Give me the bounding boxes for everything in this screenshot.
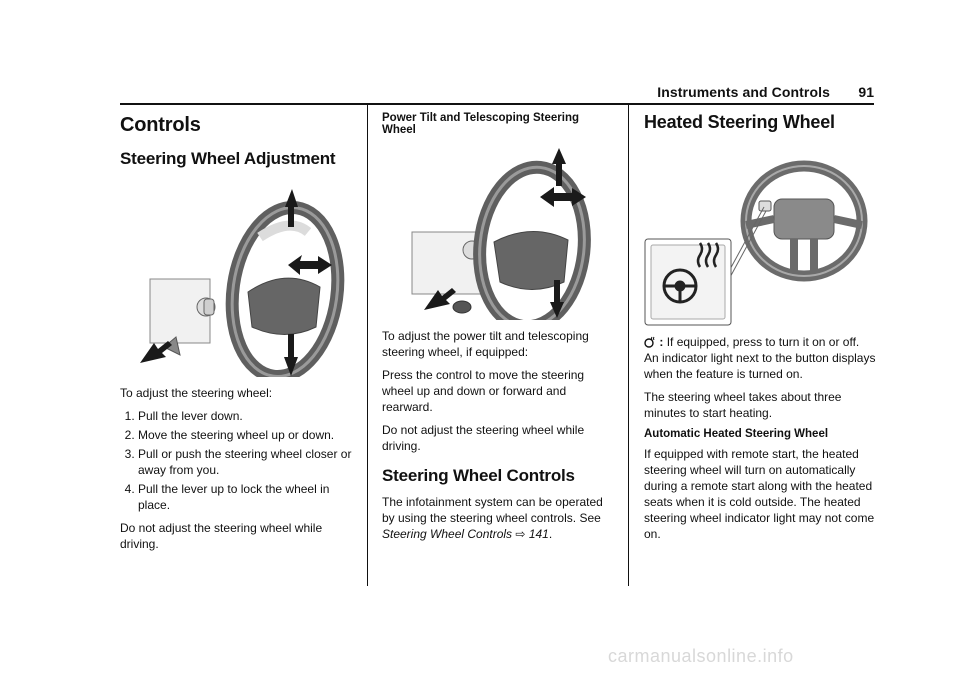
section-title: Controls <box>120 114 201 136</box>
power-tilt-illustration <box>382 142 614 320</box>
chapter-title: Instruments and Controls <box>657 84 830 100</box>
page-header <box>120 84 874 104</box>
heated-button-body: If equipped, press to turn it on or off. An indicator light next to the button displays when the feature is turned on. <box>644 335 876 381</box>
power-tilt-instruction: Press the control to move the steering wheel up and down or forward and rearward. <box>382 368 585 414</box>
heated-wheel-illustration <box>644 141 876 326</box>
adjust-warning: Do not adjust the steering wheel while driving. <box>120 521 323 551</box>
power-tilt-warning: Do not adjust the steering wheel while driving. <box>382 423 585 453</box>
wheel-controls-text <box>382 494 614 542</box>
adjust-intro: To adjust the steering wheel: <box>120 386 273 400</box>
column-2 <box>382 108 614 549</box>
power-tilt-heading: Power Tilt and Telescoping Steering Wheel <box>382 112 580 136</box>
wheel-controls-body: The infotainment system can be operated by using the steering wheel controls. See <box>382 495 603 525</box>
header-rule <box>120 103 874 105</box>
steering-wheel-icon <box>746 166 862 276</box>
auto-heated-text: If equipped with remote start, the heated steering wheel will turn on automatically during a remote start along with the heated seats when it is cold outside. The heated steering wheel indicator light may not come on. <box>644 447 875 541</box>
xref-arrow-icon: ⇨ <box>515 527 526 541</box>
xref-end: . <box>548 527 553 541</box>
heated-wheel-small-icon <box>644 335 656 348</box>
page-number: 91 <box>858 84 874 100</box>
column-3 <box>644 108 876 549</box>
step-1: 1. Pull the lever down. <box>138 408 352 424</box>
auto-heated-heading: Automatic Heated Steering Wheel <box>644 428 829 440</box>
adjust-steps <box>120 408 352 513</box>
column-divider-1 <box>367 105 368 586</box>
step-3: 3. Pull or push the steering wheel closer or away from you. <box>138 446 352 478</box>
wheel-controls-xref[interactable]: Steering Wheel Controls <box>382 527 513 541</box>
steering-adjust-heading: Steering Wheel Adjustment <box>120 149 336 168</box>
heated-button-text <box>644 334 876 382</box>
watermark: carmanualsonline.info <box>608 646 794 666</box>
column-divider-2 <box>628 105 629 586</box>
heating-time-text: The steering wheel takes about three minutes to start heating. <box>644 390 842 420</box>
power-tilt-intro: To adjust the power tilt and telescoping steering wheel, if equipped: <box>382 329 589 359</box>
icon-suffix: : <box>659 335 664 349</box>
step-4: 4. Pull the lever up to lock the wheel in place. <box>138 481 352 513</box>
wheel-controls-heading: Steering Wheel Controls <box>382 466 575 485</box>
column-1 <box>120 108 352 559</box>
steering-adjust-illustration <box>120 177 352 377</box>
heated-wheel-heading: Heated Steering Wheel <box>644 112 835 132</box>
step-2: 2. Move the steering wheel up or down. <box>138 427 352 443</box>
xref-page[interactable]: 141 <box>528 527 549 541</box>
